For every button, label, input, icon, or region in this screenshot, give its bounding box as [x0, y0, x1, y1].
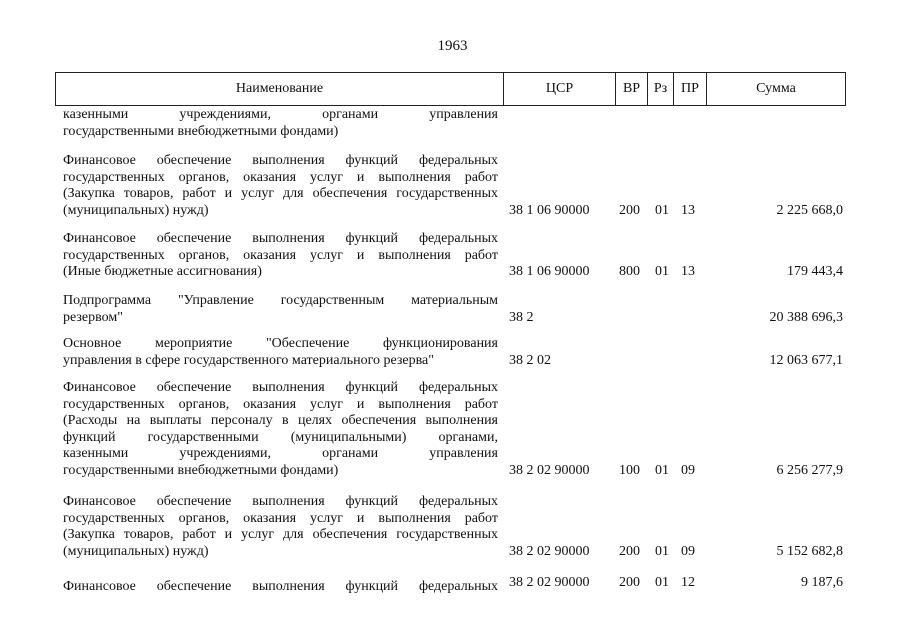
- row-name-line: (муниципальных) нужд): [63, 202, 209, 218]
- row-name-line: функций государственными (муниципальными) органами,: [63, 429, 498, 445]
- row-vr: 200: [619, 543, 640, 559]
- row-sum: 179 443,4: [787, 264, 843, 279]
- row-name: [63, 107, 498, 140]
- row-name-line: (Расходы на выплаты персоналу в целях обеспечения выполнения: [63, 413, 498, 428]
- row-pr: 09: [681, 543, 695, 559]
- row-name-line: казенными учреждениями, органами управления: [63, 107, 498, 122]
- row-rz: 01: [655, 575, 669, 590]
- header-pr: ПР: [674, 73, 707, 105]
- row-csr: 38 2 02 90000: [509, 575, 590, 590]
- row-name-line: (Закупка товаров, работ и услуг для обеспечения государственных: [63, 186, 498, 201]
- row-name-line: Финансовое обеспечение выполнения функций федеральных: [63, 153, 498, 168]
- header-csr: ЦСР: [504, 73, 616, 105]
- row-rz: 01: [655, 202, 669, 218]
- row-name-line: государственных органов, оказания услуг и выполнения работ: [63, 510, 498, 526]
- row-name: [63, 494, 498, 560]
- page-number: 1963: [437, 38, 468, 54]
- row-name-line: управления в сфере государственного материального резерва": [63, 352, 434, 368]
- row-name-line: (Иные бюджетные ассигнования): [63, 264, 262, 279]
- row-sum: 2 225 668,0: [776, 202, 843, 218]
- row-sum: 20 388 696,3: [769, 309, 843, 325]
- row-name-line: Финансовое обеспечение выполнения функций федеральных: [63, 579, 498, 594]
- row-sum: 6 256 277,9: [776, 462, 843, 478]
- row-name: [63, 231, 498, 281]
- row-csr: 38 2 02 90000: [509, 462, 590, 478]
- row-pr: 12: [681, 575, 695, 590]
- row-sum: 5 152 682,8: [776, 543, 843, 559]
- row-name-line: государственных органов, оказания услуг и выполнения работ: [63, 247, 498, 263]
- row-sum: 12 063 677,1: [769, 352, 843, 368]
- row-name-line: государственных органов, оказания услуг и выполнения работ: [63, 169, 498, 185]
- row-csr: 38 1 06 90000: [509, 264, 590, 279]
- row-rz: 01: [655, 462, 669, 478]
- row-name-line: Финансовое обеспечение выполнения функций федеральных: [63, 231, 498, 246]
- row-name: [63, 153, 498, 219]
- row-name-line: (Закупка товаров, работ и услуг для обеспечения государственных: [63, 527, 498, 542]
- row-vr: 200: [619, 202, 640, 218]
- row-name-line: Подпрограмма "Управление государственным материальным: [63, 293, 498, 308]
- row-vr: 200: [619, 575, 640, 590]
- row-name-line: Финансовое обеспечение выполнения функций федеральных: [63, 380, 498, 395]
- row-pr: 09: [681, 462, 695, 478]
- row-vr: 800: [619, 264, 640, 279]
- row-pr: 13: [681, 202, 695, 218]
- row-name-line: государственными внебюджетными фондами): [63, 123, 339, 139]
- row-name: [63, 579, 498, 596]
- row-name-line: резервом": [63, 309, 123, 325]
- row-name: [63, 336, 498, 369]
- row-csr: 38 2 02 90000: [509, 543, 590, 559]
- row-rz: 01: [655, 264, 669, 279]
- row-name-line: государственных органов, оказания услуг и выполнения работ: [63, 396, 498, 412]
- table-header: [55, 72, 846, 106]
- row-name-line: Основное мероприятие "Обеспечение функционирования: [63, 336, 498, 351]
- row-pr: 13: [681, 264, 695, 279]
- header-vr: ВР: [616, 73, 648, 105]
- header-rz: Рз: [648, 73, 674, 105]
- row-csr: 38 2 02: [509, 352, 551, 368]
- row-csr: 38 1 06 90000: [509, 202, 590, 218]
- row-vr: 100: [619, 462, 640, 478]
- row-name-line: государственными внебюджетными фондами): [63, 462, 339, 478]
- header-sum: Сумма: [756, 81, 796, 96]
- row-sum: 9 187,6: [801, 575, 843, 590]
- row-csr: 38 2: [509, 309, 534, 325]
- row-name-line: казенными учреждениями, органами управления: [63, 446, 498, 461]
- row-name: [63, 293, 498, 326]
- row-name: [63, 380, 498, 479]
- row-name-line: Финансовое обеспечение выполнения функций федеральных: [63, 494, 498, 509]
- header-name: Наименование: [56, 73, 504, 105]
- row-name-line: (муниципальных) нужд): [63, 543, 209, 559]
- row-rz: 01: [655, 543, 669, 559]
